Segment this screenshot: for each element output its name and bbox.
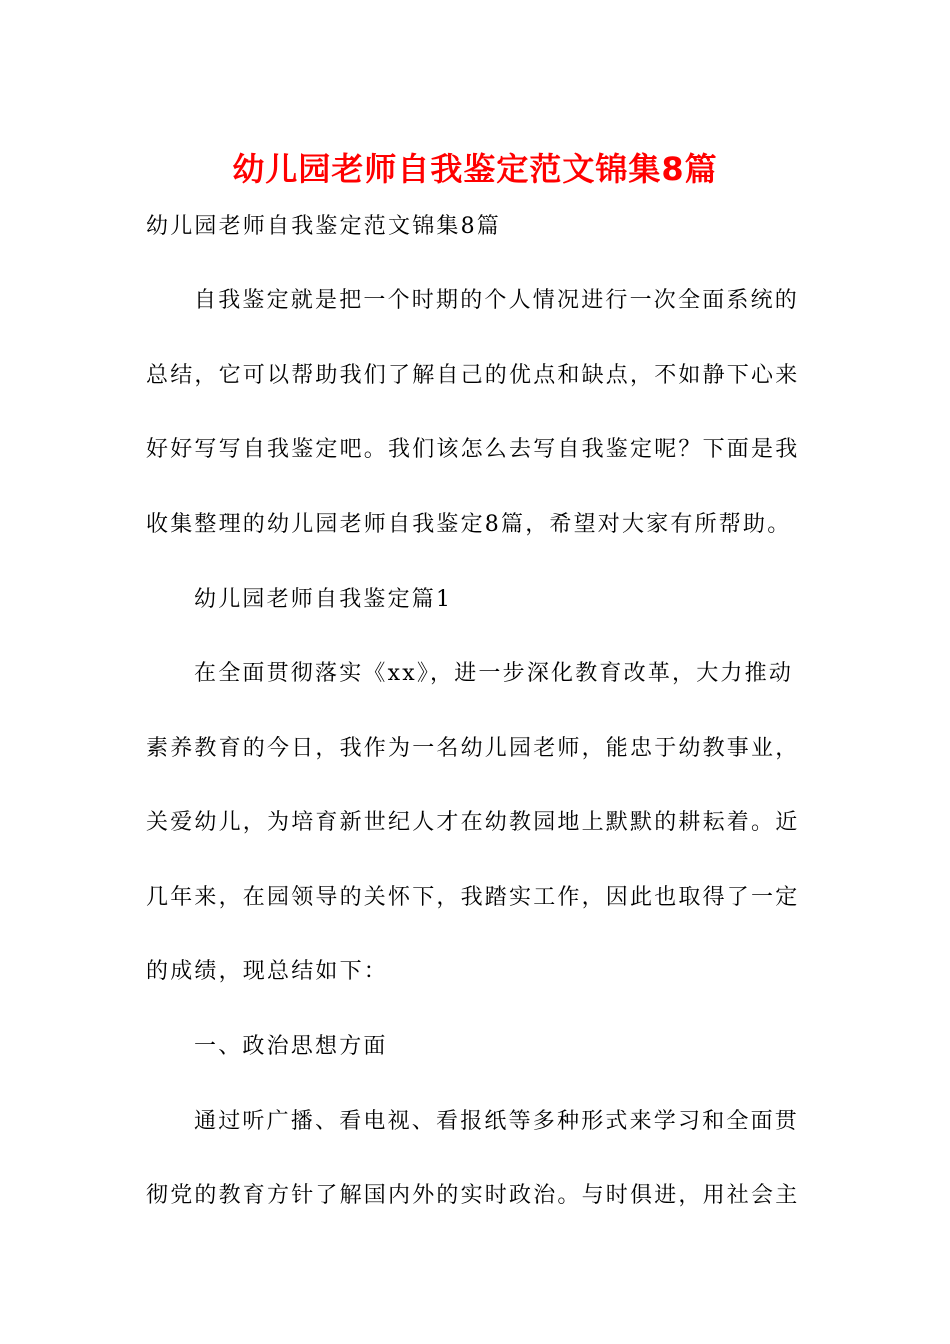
paragraph-line: 收集整理的幼儿园老师自我鉴定8篇，希望对大家有所帮助。 [146,512,792,537]
section-heading: 一、政治思想方面 [194,1034,388,1059]
document-title: 幼儿园老师自我鉴定范文锦集8篇 [232,150,718,188]
paragraph-line: 彻党的教育方针了解国内外的实时政治。与时俱进，用社会主 [146,1183,800,1208]
paragraph-line: 几年来，在园领导的关怀下，我踏实工作，因此也取得了一定 [146,885,800,910]
section-heading: 幼儿园老师自我鉴定篇1 [194,587,453,612]
paragraph-line: 关爱幼儿，为培育新世纪人才在幼教园地上默默的耕耘着。近 [146,810,800,835]
paragraph-line: 的成绩，现总结如下： [146,959,389,984]
paragraph-line: 总结，它可以帮助我们了解自己的优点和缺点，不如静下心来 [146,363,800,388]
paragraph-line: 素养教育的今日，我作为一名幼儿园老师，能忠于幼教事业， [146,736,800,761]
paragraph-line: 在全面贯彻落实《xx》，进一步深化教育改革，大力推动 [194,661,794,686]
paragraph-line: 通过听广播、看电视、看报纸等多种形式来学习和全面贯 [194,1109,800,1134]
subtitle-line: 幼儿园老师自我鉴定范文锦集8篇 [146,214,501,239]
paragraph-line: 自我鉴定就是把一个时期的个人情况进行一次全面系统的 [194,288,800,313]
paragraph-line: 好好写写自我鉴定吧。我们该怎么去写自我鉴定呢？下面是我 [146,437,800,462]
